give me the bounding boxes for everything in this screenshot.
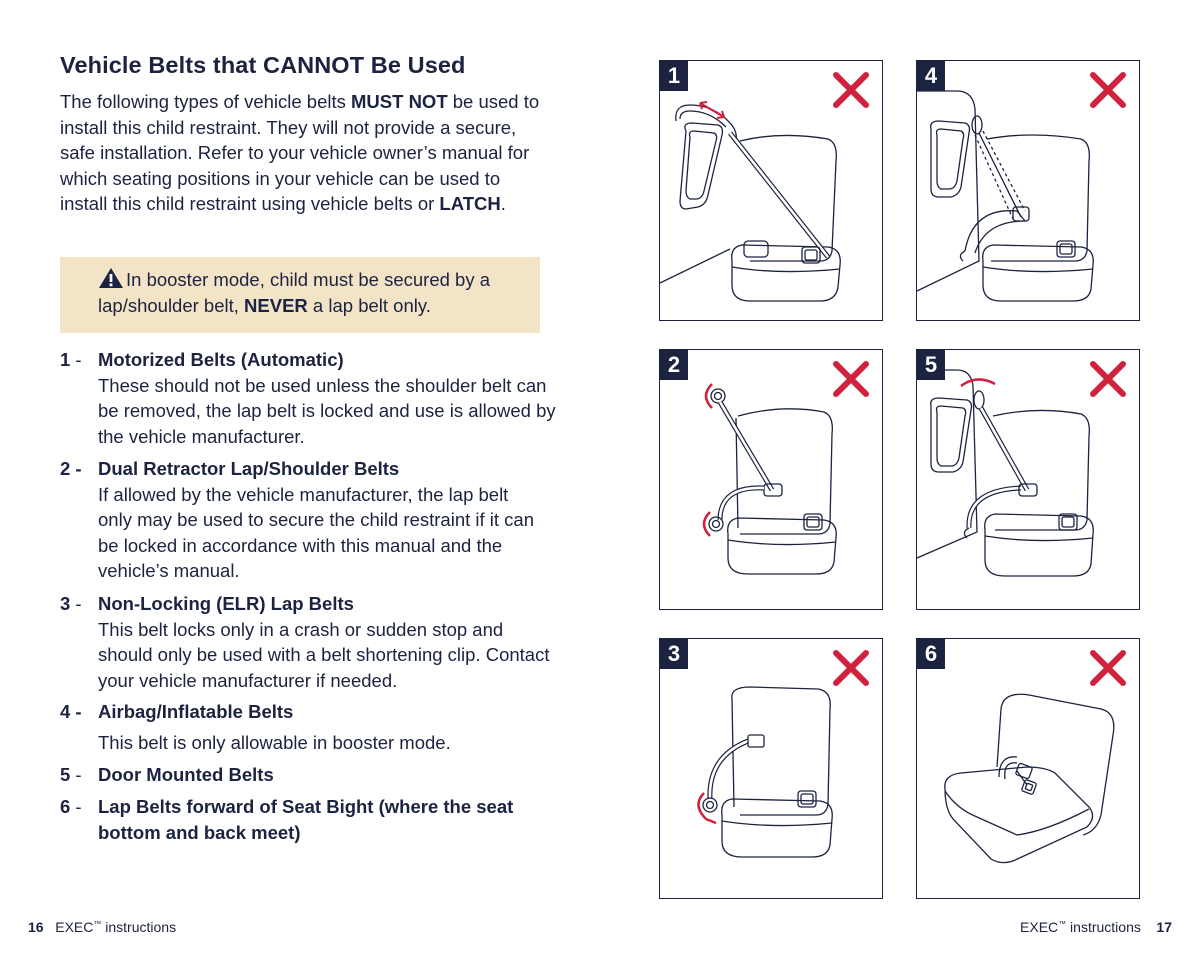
red-x-icon [1089, 360, 1127, 398]
left-column [60, 52, 550, 217]
red-x-icon [832, 360, 870, 398]
list-item: 1 - Motorized Belts (Automatic) These should not be used unless the shoulder belt can be removed, the lap belt is locked and use is allowed by the vehicle manufacturer. [60, 349, 556, 447]
red-x-icon [1089, 649, 1127, 687]
list-item: 4 - Airbag/Inflatable Belts This belt is only allowable in booster mode. [60, 701, 451, 753]
illustration-panel-6 [916, 638, 1140, 899]
panel-number-badge: 5 [917, 350, 945, 380]
illustration-panel-2 [659, 349, 883, 610]
illustration-panel-5 [916, 349, 1140, 610]
footer-left: 16 EXEC™ instructions [28, 919, 177, 935]
list-item: 5 - Door Mounted Belts [60, 764, 274, 785]
illustration-panel-4 [916, 60, 1140, 321]
panel-number-badge: 6 [917, 639, 945, 669]
list-item: 3 - Non-Locking (ELR) Lap Belts This belt locks only in a crash or sudden stop and should only be used with a belt shortening clip. Contact your vehicle manufacturer if needed. [60, 593, 550, 691]
page-number-right: 17 [1156, 919, 1172, 935]
red-x-icon [832, 71, 870, 109]
booster-warning-note: In booster mode, child must be secured by a lap/shoulder belt, NEVER a lap belt only. [60, 257, 540, 333]
page-number-left: 16 [28, 919, 44, 935]
list-item: 2 - Dual Retractor Lap/Shoulder Belts If allowed by the vehicle manufacturer, the lap belt only may be used to secure the child restraint if it can be locked in accordance with this manual and the vehicle’s manual. [60, 458, 534, 581]
belt-type-list [60, 347, 560, 845]
warning-triangle-icon [98, 267, 124, 289]
red-x-icon [1089, 71, 1127, 109]
illustration-panel-1 [659, 60, 883, 321]
panel-number-badge: 1 [660, 61, 688, 91]
intro-paragraph: The following types of vehicle belts MUST NOT be used to install this child restraint. They will not provide a secure, safe installation. Refer to your vehicle owner’s manual for which seating positions in your vehicle can be used to install this child restraint using vehicle belts or LATCH. [60, 91, 540, 214]
panel-number-badge: 4 [917, 61, 945, 91]
page-heading: Vehicle Belts that CANNOT Be Used [60, 52, 466, 78]
panel-number-badge: 3 [660, 639, 688, 669]
footer-right: EXEC™ instructions 17 [1020, 919, 1172, 935]
panel-number-badge: 2 [660, 350, 688, 380]
list-item: 6 - Lap Belts forward of Seat Bight (where the seat bottom and back meet) [60, 796, 514, 843]
illustration-panel-3 [659, 638, 883, 899]
red-x-icon [832, 649, 870, 687]
